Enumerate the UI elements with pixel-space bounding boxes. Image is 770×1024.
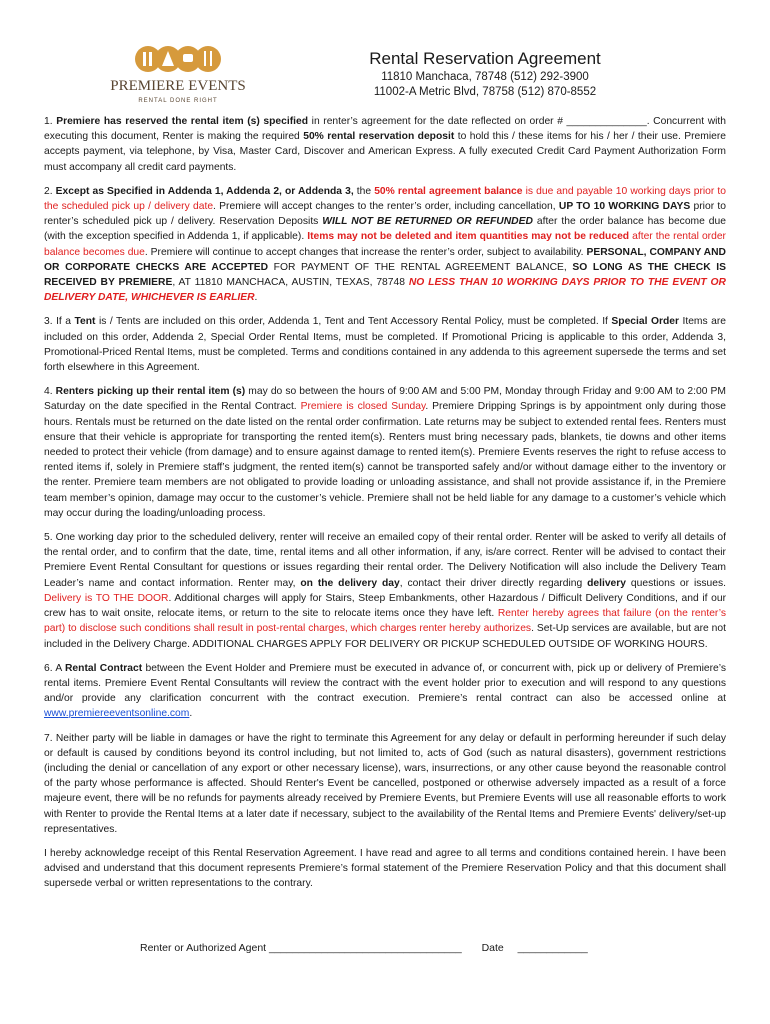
clause-red-bold: 50% rental agreement balance: [374, 185, 523, 197]
clause-text: , contact their driver directly regarding: [399, 577, 588, 589]
address-line-2: 11002-A Metric Blvd, 78758 (512) 870-8552: [373, 86, 597, 98]
logo-mark: [110, 42, 246, 108]
clause-red-bold-italic: NO LESS THAN 10 WORKING DAYS PRIOR TO THE EVENT OR DELIVERY DATE, WHICHEVER IS EARLIER: [44, 277, 726, 304]
clause-bold: Premiere has reserved the rental item (s) specified: [56, 116, 309, 127]
clause-text: 2.: [44, 185, 56, 197]
clause-text: 5. One working day prior to the scheduled delivery, renter will receive an emailed copy of their rental order. Renter will be asked to verify all details of the rental order, and to confirm that the date, time, rental items and all other information, if any, is/are correct. Renter will be advised to contact their Premiere Event Rental Consultant for questions or issues regarding their rental order. The Delivery Notification will also include the Delivery Team Leader’s name and contact information. Renter may,: [44, 532, 726, 589]
clause-text: 3. If a: [44, 316, 75, 328]
clause-text: in renter’s agreement for the date reflected on order # ______________. Concurrent with executing this document, Renter is making the required: [44, 116, 727, 143]
clause-bold: PERSONAL, COMPANY AND OR CORPORATE CHECKS ARE ACCEPTED: [44, 246, 726, 273]
clause-bold-italic: WILL NOT BE RETURNED OR REFUNDED: [322, 216, 533, 228]
premiere-events-logo: [110, 42, 246, 108]
renter-signature-field[interactable]: Renter or Authorized Agent _________________________________: [140, 942, 462, 954]
clause-7: 7. Neither party will be liable in damages or have the right to terminate this Agreement for any delay or default in performing hereunder if such delay or default is caused by conditions beyond its control including, but not limited to, acts of God (such as natural disasters), government restrictions (including the denial or cancellation of any export or other necessary license), wars, insurrections, or any other cause beyond the reasonable control of the party whose performance is affected. Should Renter's Event be cancelled, postponed or otherwise adversely impacted as a result of a force majeure event, there will be no refunds for payments already received by Premiere Events, but Premiere Events will use all reasonable efforts to work with Renter to provide the Rental Items at a later date if necessary, subject to the availability of the Rental Items and Premiere Events' delivery/set-up representatives.: [44, 732, 726, 835]
clause-5: [44, 530, 726, 652]
clause-text: . Premiere will accept changes to the renter’s order, including cancellation,: [213, 201, 559, 213]
address-line-1: 11810 Manchaca, 78748 (512) 292-3900: [381, 71, 589, 83]
clause-bold: 50% rental reservation deposit: [303, 131, 455, 143]
clause-text: . Premiere will continue to accept changes that increase the renter’s order, subject to availability.: [144, 246, 587, 258]
signature-line: [140, 942, 588, 954]
clause-red: Delivery is TO THE DOOR: [44, 592, 169, 604]
clause-bold: Renters picking up their rental item (s): [55, 386, 246, 398]
clause-text: . Set-Up services are available, but are not included in the Delivery Charge. ADDITIONAL CHARGES APPLY FOR DELIVERY OR PICKUP SCHEDULED OUTSIDE OF WORKING HOURS.: [44, 623, 726, 650]
clause-red: Premiere is closed Sunday: [300, 401, 426, 413]
clause-text: FOR PAYMENT OF THE RENTAL AGREEMENT BALANCE,: [268, 261, 573, 273]
acknowledgement: I hereby acknowledge receipt of this Rental Reservation Agreement. I have read and agree to all terms and conditions contained herein. I have been advised and understand that this document represents Premiere’s formal statement of the Premiere Reservation Policy and that this document shall supersede verbal or written representations to the contrary.: [44, 847, 726, 890]
clause-text: 1.: [44, 116, 57, 127]
clause-6: [44, 661, 726, 722]
clause-bold: on the delivery day: [300, 577, 400, 589]
clause-bold: delivery: [587, 577, 627, 589]
logo-text: PREMIERE EVENTS: [110, 78, 246, 94]
clause-text: Items are included on this order, Addenda 2, Special Order Rental Items, must be completed. If Promotional Pricing is applicable to this order, Addenda 3, Promotional-Priced Rental Items, must be completed. Terms and conditions contained in any addenda to this agreement supersede the terms and set forth elsewhere in this Agreement.: [44, 316, 727, 374]
clause-text: is / Tents are included on this order, Addenda 1, Tent and Tent Accessory Rental Policy, must be completed. If: [95, 316, 612, 328]
clause-text: .: [189, 708, 193, 720]
clause-3: [44, 314, 726, 375]
clause-text: the: [353, 185, 375, 197]
clause-bold: UP TO 10 WORKING DAYS: [558, 201, 691, 213]
clause-text: 4.: [44, 386, 56, 398]
clause-text: after the order balance has become due (with the exception specified in Addenda 1, if applicable).: [44, 216, 726, 243]
clause-text: , AT 11810 MANCHACA, AUSTIN, TEXAS, 78748: [172, 277, 409, 289]
clause-bold: Special Order: [611, 316, 679, 328]
clause-text: 6. A: [44, 662, 65, 674]
clause-text: . Additional charges will apply for Stairs, Steep Embankments, other Hazardous / Difficult Delivery Conditions, and if our crew has to wait onsite, relocate items, or return to the site to relocate items once they have left.: [44, 592, 727, 620]
clause-red: Renter hereby agrees that failure (on the renter’s part) to disclose such conditions shall result in post-rental charges, which charges renter hereby authorizes: [44, 608, 726, 635]
clause-bold: Except as Specified in Addenda 1, Addenda 2, or Addenda 3,: [55, 185, 354, 197]
agreement-body: [44, 114, 726, 901]
clause-text: between the Event Holder and Premiere must be executed in advance of, or concurrent with, pick up or delivery of Premiere’s rental items. Premiere Event Rental Consultants will review the contract with the event holder prior to execution and will respond to any questions and/or provide any clarification concurrent with the contract execution. Premiere’s rental contract can also be accessed online at: [44, 662, 726, 705]
date-label: Date: [481, 942, 504, 954]
clause-text: to hold this / these items for his / her / their use. Premiere accepts payment, via telephone, by Visa, Master Card, Discover and American Express. A fully executed Credit Card Payment Authorization Form must accompany all credit card payments.: [44, 131, 727, 173]
website-link[interactable]: www.premiereeventsonline.com: [44, 708, 190, 720]
clause-bold: Tent: [74, 316, 96, 328]
clause-bold: SO LONG AS THE CHECK IS RECEIVED BY PREMIERE: [44, 261, 726, 289]
clause-red-bold: Items may not be deleted and item quantities may not be reduced: [307, 231, 630, 243]
clause-bold: Rental Contract: [65, 662, 143, 674]
clause-2: [44, 184, 726, 306]
clause-text: questions or issues.: [626, 577, 727, 589]
clause-text: . Premiere Dripping Springs is by appointment only during those hours. Rentals must be returned on the date listed on the rental order confirmation. Late returns may be subject to extended rental fees. Renters must ensure that their vehicle is appropriate for transporting the rented item(s). Renters must bring necessary pads, blankets, tie downs and other items needed to protect their vehicle (from damage) and to ensure against damage to rented item(s). Premiere Events reserves the right to refuse access to rented items if, solely in Premiere staff’s judgment, the rented item(s) cannot be transported safely and/or without damage either to the inventory or the renter. Premiere team members are not obligated to provide loading or unloading assistance, and shall not provide assistance if, in the Premiere team member’s opinion, damage may occur to the customer’s vehicle. Premiere shall not be held liable for any damage to a customer’s vehicle which may occur during the loading/unloading process.: [44, 401, 727, 519]
clause-red: after the rental order balance becomes due: [44, 231, 726, 258]
clause-text: may do so between the hours of 9:00 AM and 5:00 PM, Monday through Friday and 9:00 AM to 2:00 PM Saturday on the date specified in the Rental Contract.: [44, 386, 726, 413]
clause-text: .: [254, 292, 258, 304]
document-header: [250, 48, 720, 100]
logo-tagline: RENTAL DONE RIGHT: [138, 98, 218, 104]
clause-text: prior to renter’s scheduled pick up / delivery. Reservation Deposits: [44, 201, 726, 228]
clause-red: is due and payable 10 working days prior to the scheduled pick up / delivery date: [44, 185, 726, 213]
clause-1: [44, 114, 726, 175]
date-field[interactable]: ____________: [517, 942, 588, 954]
page-title: Rental Reservation Agreement: [369, 49, 601, 68]
clause-4: [44, 384, 726, 521]
